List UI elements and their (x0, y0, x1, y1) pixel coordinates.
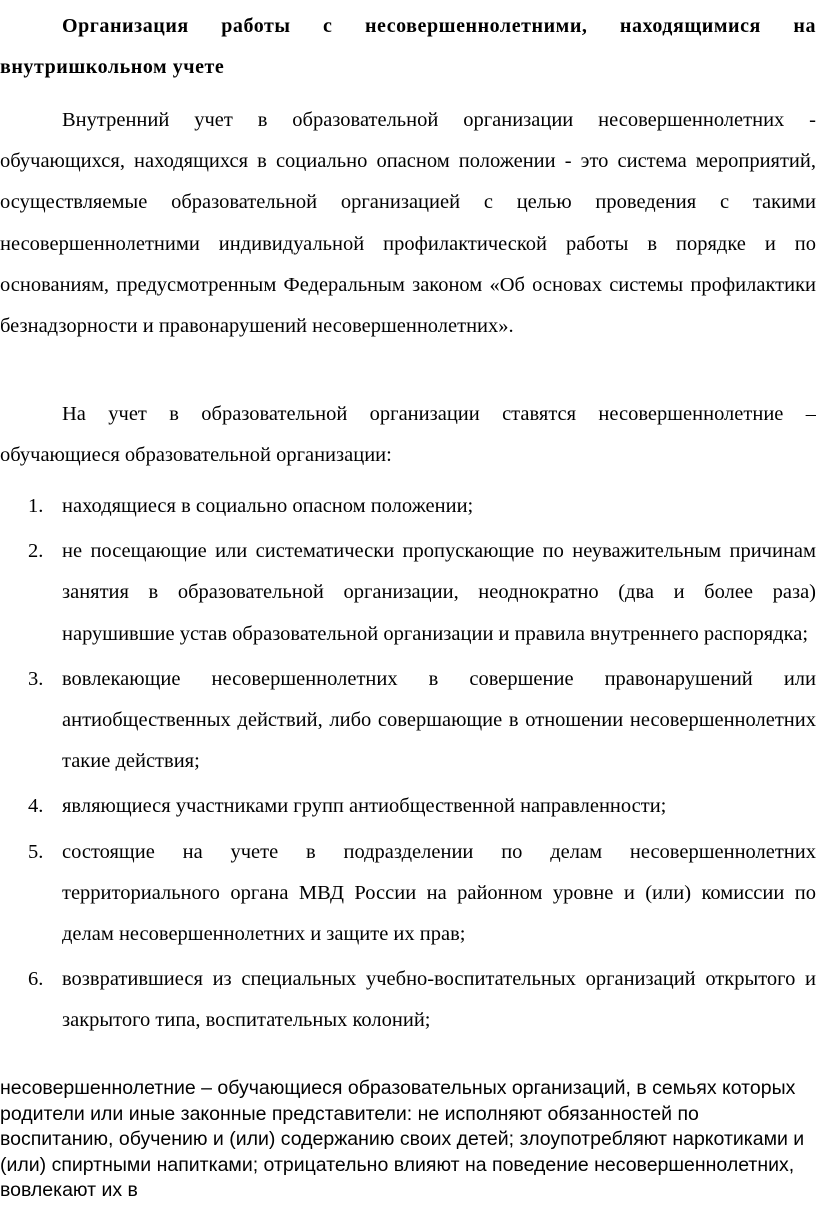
list-item (0, 832, 816, 956)
list-item-number: 6. (28, 968, 44, 991)
list-item-number: 3. (28, 667, 44, 690)
list-item-text: находящиеся в социально опасном положении; (62, 495, 474, 517)
document-title: Организация работы с несовершеннолетними, находящимися на внутришкольном учете (0, 15, 816, 78)
list-item-text: не посещающие или систематически пропускающие по неуважительным причинам занятия в образовательной организации, неоднократно (два и более раза) нарушившие устав образовательной организации и правила внутреннего распорядка; (62, 540, 816, 645)
list-item-number: 5. (28, 840, 44, 863)
list-item-number: 4. (28, 795, 44, 818)
registration-criteria-list (0, 486, 816, 1046)
list-item-text: вовлекающие несовершеннолетних в совершение правонарушений или антиобщественных действий, либо совершающие в отношении несовершеннолетних такие действия; (62, 667, 816, 773)
list-item (0, 531, 816, 655)
paragraph-registration-intro: На учет в образовательной организации ставятся несовершеннолетние – обучающиеся образовательной организации: (0, 403, 816, 467)
list-item (0, 486, 816, 527)
list-item (0, 786, 816, 827)
list-item (0, 959, 816, 1041)
list-item (0, 659, 816, 783)
list-item-number: 2. (28, 540, 44, 563)
paragraph-family-criteria: несовершеннолетние – обучающиеся образовательных организаций, в семьях которых родители или иные законные представители: не исполняют обязанностей по воспитанию, обучению и (или) содержанию своих детей; злоупотребляют наркотиками и (или) спиртными напитками; отрицательно влияют на поведение несовершеннолетних, вовлекают их в (0, 1077, 805, 1201)
paragraph-definition: Внутренний учет в образовательной организации несовершеннолетних - обучающихся, находящихся в социально опасном положении - это система мероприятий, осуществляемые образовательной организацией с целью проведения с такими несовершеннолетними индивидуальной профилактической работы в порядке и по основаниям, предусмотренным Федеральным законом «Об основах системы профилактики безнадзорности и правонарушений несовершеннолетних». (0, 109, 816, 338)
list-item-text: возвратившиеся из специальных учебно-воспитательных организаций открытого и закрытого типа, воспитательных колоний; (62, 968, 816, 1032)
list-item-number: 1. (28, 495, 44, 517)
list-item-text: являющиеся участниками групп антиобщественной направленности; (62, 795, 667, 818)
list-item-text: состоящие на учете в подразделении по делам несовершеннолетних территориального органа МВД России на районном уровне и (или) комиссии по делам несовершеннолетних и защите их прав; (62, 840, 816, 946)
